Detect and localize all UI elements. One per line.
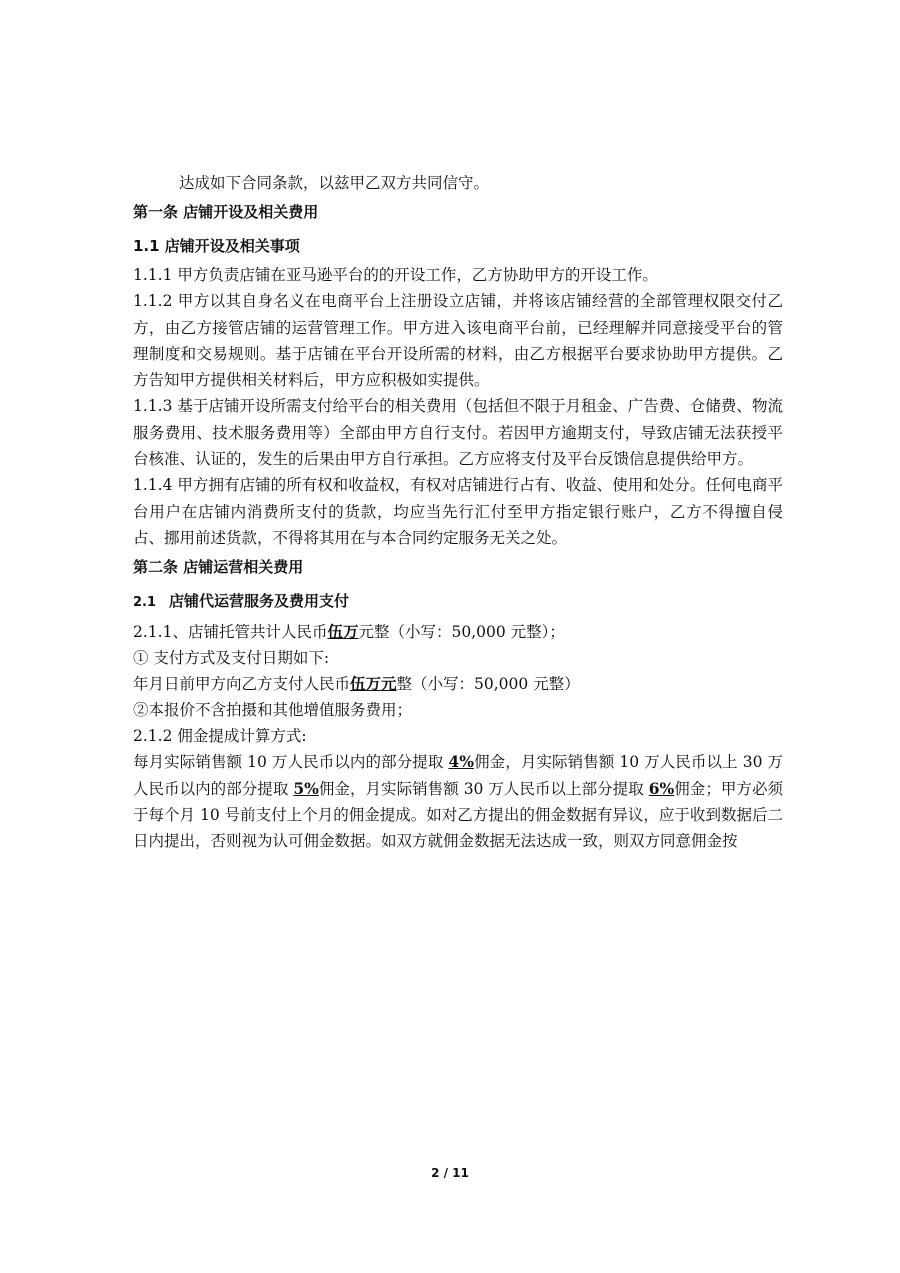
payment-date-text: 年月日前甲方向乙方支付人民币 bbox=[133, 675, 351, 694]
commission-text-4: 佣金；甲方必须于每个月 10 号前支付上个月的佣金提成。如对乙方提出的佣金数据有异议，应于收到数据后二日内提出，否则视为认可佣金数据。如双方就佣金数据无法达成一致，则双方同意佣金按 bbox=[133, 779, 783, 851]
clause-1-1-2: 1.1.2 甲方以其自身名义在电商平台上注册设立店铺，并将该店铺经营的全部管理权限交付乙方，由乙方接管店铺的运营管理工作。甲方进入该电商平台前，已经理解并同意接受平台的管理制度和交易规则。基于店铺在平台开设所需的材料，由乙方根据平台要求协助甲方提供。乙方告知甲方提供相关材料后，甲方应积极如实提供。 bbox=[133, 292, 783, 390]
payment-method-line: ① 支付方式及支付日期如下: bbox=[133, 649, 330, 668]
commission-text-1: 每月实际销售额 10 万人民币以内的部分提取 bbox=[133, 753, 449, 772]
clause-1-1-4: 1.1.4 甲方拥有店铺的所有权和收益权，有权对店铺进行占有、收益、使用和处分。任何电商平台用户在店铺内消费所支付的货款，均应当先行汇付至甲方指定银行账户，乙方不得擅自侵占、挪用前述货款，不得将其用在与本合同约定服务无关之处。 bbox=[133, 476, 783, 547]
payment-amount-words: 伍万元 bbox=[350, 674, 397, 694]
exclusion-note: ②本报价不含拍摄和其他增值服务费用； bbox=[133, 701, 413, 720]
page-content bbox=[133, 170, 783, 854]
commission-rate-2: 5% bbox=[293, 778, 319, 798]
clause-2-1-1-text: 2.1.1、店铺托管共计人民币 bbox=[133, 623, 328, 642]
payment-amount-rest: 整（小写：50,000 元整） bbox=[396, 675, 580, 694]
commission-text-2: 佣金，月实际销售额 10 万人民币以上 30 万人民币以内的部分提取 bbox=[133, 753, 783, 798]
section-1-1-heading: 1.1 店铺开设及相关事项 bbox=[133, 237, 300, 255]
commission-paragraph bbox=[133, 749, 783, 854]
amount-in-words: 伍万 bbox=[327, 622, 359, 642]
clause-1-1-3: 1.1.3 基于店铺开设所需支付给平台的相关费用（包括但不限于月租金、广告费、仓储费、物流服务费用、技术服务费用等）全部由甲方自行支付。若因甲方逾期支付，导致店铺无法获授平台核准、认证的，发生的后果由甲方自行承担。乙方应将支付及平台反馈信息提供给甲方。 bbox=[133, 397, 783, 469]
page-number: 2 / 11 bbox=[431, 1166, 469, 1180]
section-2-1-title: 店铺代运营服务及费用支付 bbox=[169, 592, 350, 611]
commission-rate-3: 6% bbox=[648, 778, 675, 798]
intro-line: 达成如下合同条款，以兹甲乙双方共同信守。 bbox=[179, 174, 490, 192]
article-1-heading: 第一条 店铺开设及相关费用 bbox=[133, 203, 319, 221]
payment-date-line bbox=[133, 671, 783, 697]
section-2-1-heading bbox=[133, 587, 783, 617]
clause-2-1-2-heading: 2.1.2 佣金提成计算方式: bbox=[133, 727, 307, 746]
article-2-heading: 第二条 店铺运营相关费用 bbox=[133, 558, 304, 577]
commission-rate-1: 4% bbox=[448, 752, 474, 772]
section-2-1-number: 2.1 bbox=[133, 595, 157, 611]
clause-2-1-1 bbox=[133, 619, 783, 645]
commission-text-3: 佣金，月实际销售额 30 万人民币以上部分提取 bbox=[318, 779, 649, 798]
clause-2-1-1-rest: 元整（小写：50,000 元整）； bbox=[358, 623, 565, 642]
clause-1-1-1: 1.1.1 甲方负责店铺在亚马逊平台的的开设工作，乙方协助甲方的开设工作。 bbox=[133, 266, 658, 284]
